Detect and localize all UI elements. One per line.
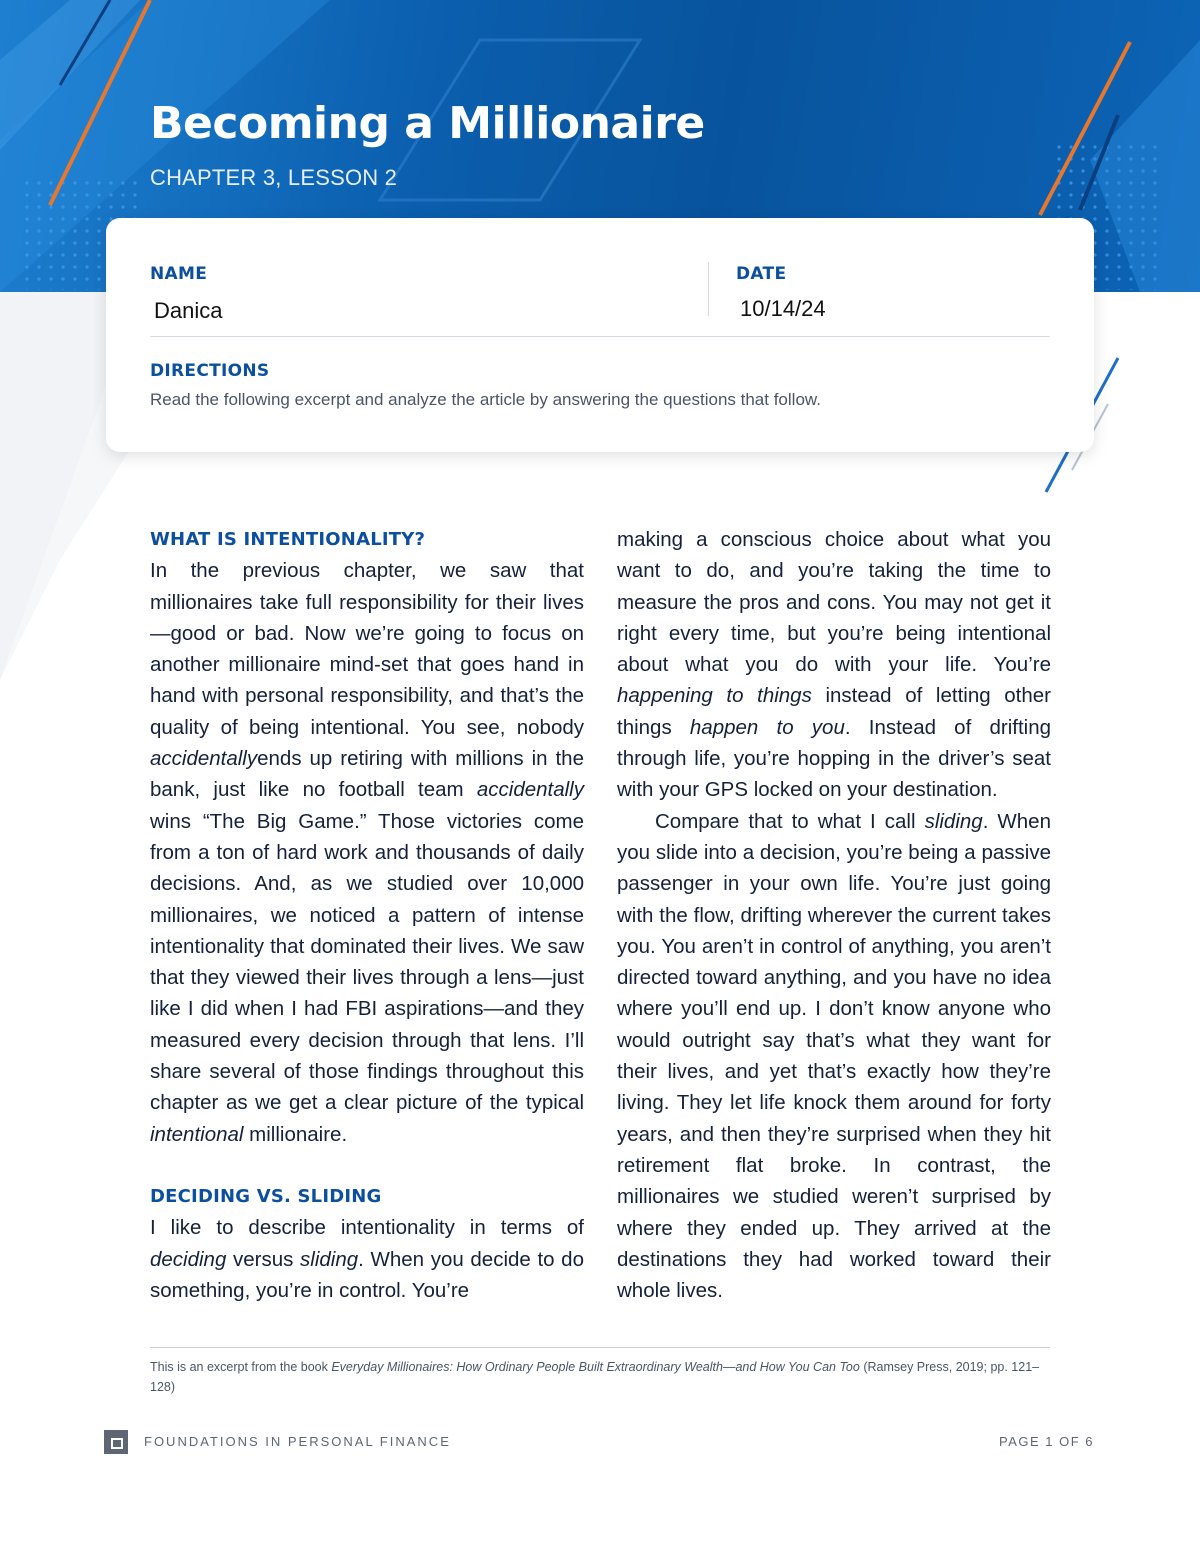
directions-text: Read the following excerpt and analyze the article by answering the questions that follow.: [150, 390, 821, 409]
paragraph-deciding-cont: making a conscious choice about what you want to do, and you’re taking the time to measure the pros and cons. You may not get it right every time, but you’re being intentional about what you do with your life. You’re happening to things instead of letting other things happen to you. Instead of drifting through life, you’re hopping in the driver’s seat with your GPS locked on your destination.: [617, 528, 1052, 802]
date-field[interactable]: 10/14/24: [740, 296, 826, 321]
date-label: DATE: [736, 264, 787, 284]
section-heading-deciding: DECIDING VS. SLIDING: [150, 1185, 382, 1207]
footer-course-name: FOUNDATIONS IN PERSONAL FINANCE: [144, 1434, 451, 1449]
source-footnote: This is an excerpt from the book Everyday Millionaires: How Ordinary People Built Extraordinary Wealth—and How You Can Too (Ramsey Press, 2019; pp. 121–128): [150, 1360, 1040, 1394]
field-divider: [708, 262, 709, 316]
paragraph-sliding: Compare that to what I call sliding. When you slide into a decision, you’re being a passive passenger in your own life. You’re just going with the flow, drifting wherever the current takes you. You aren’t in control of anything, you aren’t directed toward anything, and you have no idea where you’ll end up. I don’t know anyone who would outright say that’s what they want for their lives, and yet that’s exactly how they’re living. They let life knock them around for forty years, and then they’re surprised when they hit retirement flat broke. In contrast, the millionaires we studied weren’t surprised by where they ended up. They arrived at the destinations they had worked toward their whole lives.: [617, 809, 1051, 1303]
paragraph-deciding-start: I like to describe intentionality in terms of deciding versus sliding. When you decide to do something, you’re in control. You’re: [150, 1216, 584, 1302]
section-heading-intentionality: WHAT IS INTENTIONALITY?: [150, 529, 426, 550]
page-title: Becoming a Millionaire: [150, 98, 705, 149]
page-subtitle: CHAPTER 3, LESSON 2: [150, 165, 398, 190]
brand-logo-icon: [104, 1430, 128, 1454]
article-column-right: [617, 524, 1051, 1306]
name-label: NAME: [150, 264, 208, 284]
card-divider: [150, 336, 1050, 337]
footer-page-number: PAGE 1 OF 6: [998, 1434, 1094, 1449]
student-info-card: [106, 218, 1094, 452]
directions-label: DIRECTIONS: [150, 361, 270, 381]
article-column-left: [150, 524, 584, 1306]
name-field[interactable]: Danica: [154, 298, 223, 323]
footnote-divider: [150, 1347, 1050, 1348]
paragraph-intentionality: In the previous chapter, we saw that millionaires take full responsibility for their lives—good or bad. Now we’re going to focus on another millionaire mind-set that goes hand in hand with personal responsibility, and that’s the quality of being intentional. You see, nobody accidentallyends up retiring with millions in the bank, just like no football team accidentally wins “The Big Game.” Those victories come from a ton of hard work and thousands of daily decisions. And, as we studied over 10,000 millionaires, we noticed a pattern of intense intentionality that dominated their lives. We saw that they viewed their lives through a lens—just like I did when I had FBI aspirations—and they measured every decision through that lens. I’ll share several of those findings throughout this chapter as we get a clear picture of the typical intentional millionaire.: [150, 559, 584, 1146]
